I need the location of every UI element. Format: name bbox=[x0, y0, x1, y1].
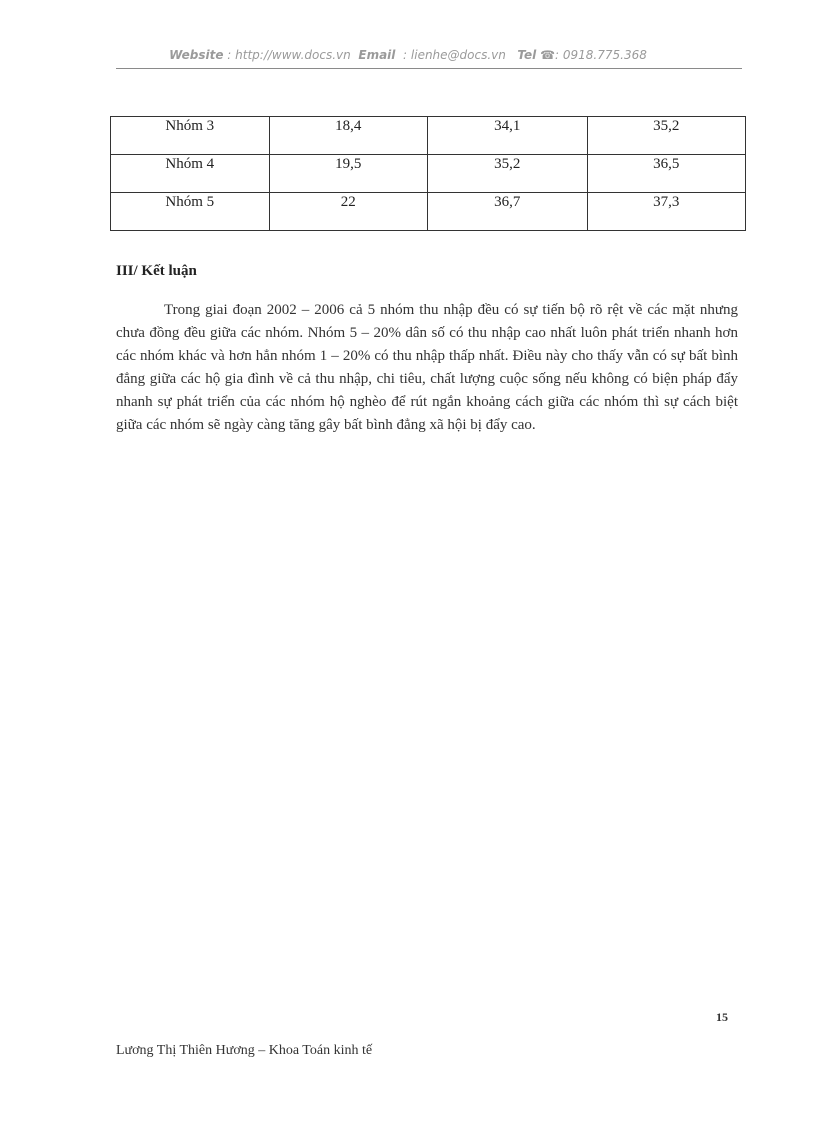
table-cell: 36,7 bbox=[428, 193, 587, 231]
phone-icon: ☎ bbox=[540, 48, 556, 62]
email-label: Email bbox=[358, 48, 396, 62]
table-cell: Nhóm 4 bbox=[111, 155, 270, 193]
table-cell: 18,4 bbox=[269, 117, 427, 155]
table-cell: 22 bbox=[269, 193, 427, 231]
footer-author: Lương Thị Thiên Hương – Khoa Toán kinh tế bbox=[116, 1043, 373, 1058]
conclusion-paragraph: Trong giai đoạn 2002 – 2006 cả 5 nhóm thu nhập đều có sự tiến bộ rõ rệt về các mặt nhưng chưa đồng đều giữa các nhóm. Nhóm 5 – 20% dân số có thu nhập cao nhất luôn phát triển nhanh hơn các nhóm khác và hơn hẳn nhóm 1 – 20% có thu nhập thấp nhất. Điều này cho thấy vẫn có sự bất bình đẳng giữa các hộ gia đình về cả thu nhập, chi tiêu, chất lượng cuộc sống nếu không có biện pháp đẩy nhanh sự phát triển của các nhóm hộ nghèo để rút ngắn khoảng cách giữa các nhóm thì sự cách biệt giữa các nhóm sẽ ngày càng tăng gây bất bình đẳng xã hội bị đẩy cao. bbox=[116, 302, 738, 433]
table-cell: 34,1 bbox=[428, 117, 587, 155]
table-row bbox=[111, 117, 746, 155]
email-value: : lienhe@docs.vn bbox=[403, 48, 506, 62]
table-cell: 19,5 bbox=[269, 155, 427, 193]
section-heading: III/ Kết luận bbox=[116, 263, 197, 279]
table-cell: 35,2 bbox=[587, 117, 746, 155]
website-label: Website bbox=[169, 48, 224, 62]
page-number: 15 bbox=[716, 1010, 728, 1024]
table-row bbox=[111, 155, 746, 193]
income-table bbox=[110, 116, 746, 231]
table-cell: Nhóm 5 bbox=[111, 193, 270, 231]
table-row bbox=[111, 193, 746, 231]
website-value: : http://www.docs.vn bbox=[227, 48, 351, 62]
tel-value: : 0918.775.368 bbox=[555, 48, 647, 62]
table-cell: 37,3 bbox=[587, 193, 746, 231]
header-divider bbox=[116, 68, 742, 69]
tel-label: Tel bbox=[517, 48, 537, 62]
table-cell: 35,2 bbox=[428, 155, 587, 193]
table-cell: 36,5 bbox=[587, 155, 746, 193]
table-cell: Nhóm 3 bbox=[111, 117, 270, 155]
page-header bbox=[0, 48, 816, 62]
